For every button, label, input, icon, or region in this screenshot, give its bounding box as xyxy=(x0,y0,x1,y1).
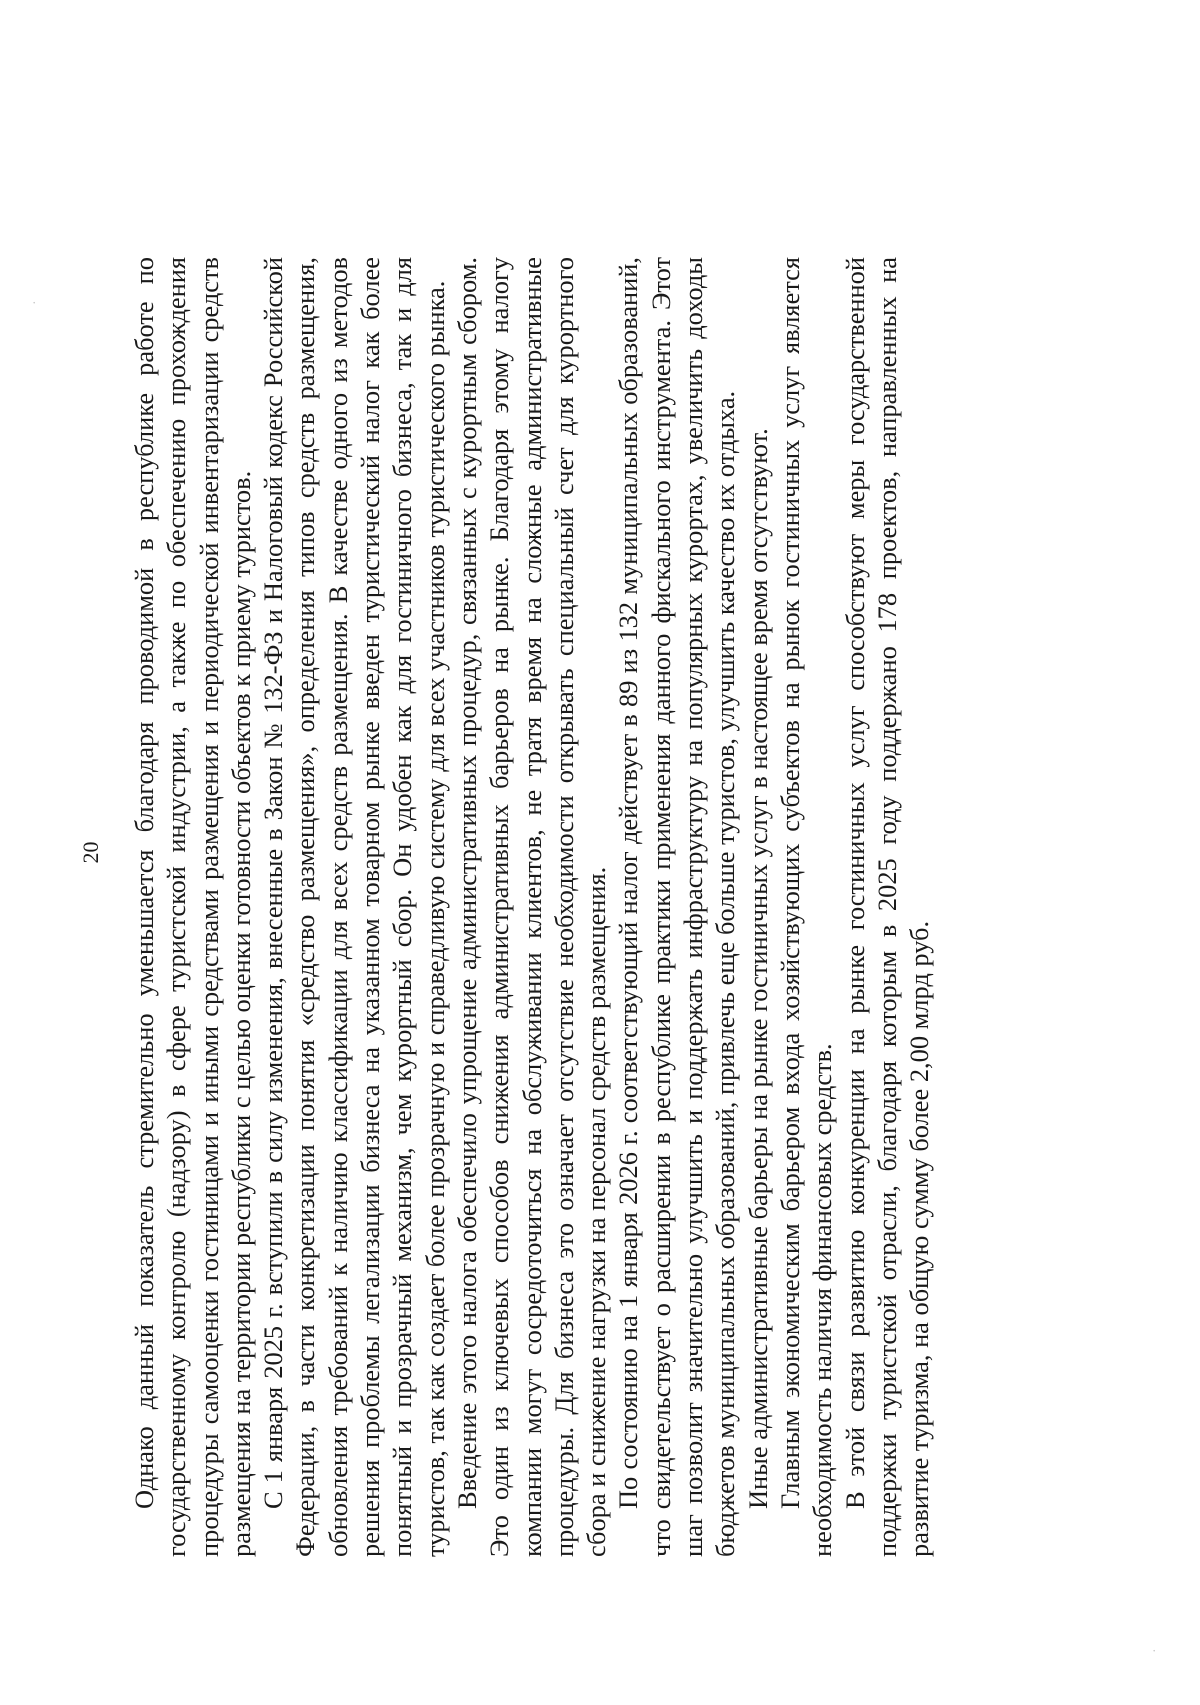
scan-speck: · xyxy=(1148,1648,1163,1653)
paragraph: В этой связи развитию конкуренции на рынке гостиничных услуг способствуют меры государственной поддержки туристской отрасли, благодаря которым в 2025 году поддержано 178 проектов, направленных на развитие туризма, на общую сумму более 2,00 млрд руб. xyxy=(839,257,935,1557)
paragraph: Введение этого налога обеспечило упрощение административных процедур, связанных с курортным сбором. Это один из ключевых способов снижения административных барьеров на рынке. Благодаря этому налогу компании могут сосредоточиться на обслуживании клиентов, не тратя время на сложные административные процедуры. Для бизнеса это означает отсутствие необходимости открывать специальный счет для курортного сбора и снижение нагрузки на персонал средств размещения. xyxy=(451,257,612,1557)
page-number: 20 xyxy=(78,841,103,864)
scan-speck: · xyxy=(28,300,43,305)
paragraph: По состоянию на 1 января 2026 г. соответствующий налог действует в 89 из 132 муниципальных образований, что свидетельствует о расширении в республике практики применения данного фискального инструмента. Этот шаг позволит значительно улучшить и поддержать инфраструктуру на популярных курортах, увеличить доходы бюджетов муниципальных образований, привлечь еще больше туристов, улучшить качество их отдыха. xyxy=(613,257,741,1557)
paragraph: Иные административные барьеры на рынке гостиничных услуг в настоящее время отсутствуют. xyxy=(742,428,773,1509)
page-body xyxy=(128,257,935,1557)
paragraph: Однако данный показатель стремительно уменьшается благодаря проводимой в республике работе по государственному контролю (надзору) в сфере туристской индустрии, а также по обеспечению прохождения процедуры самооценки гостиницами и иными средствами размещения и периодической инвентаризации средств размещения на территории республики с целью оценки готовности объектов к приему туристов. xyxy=(129,257,256,1557)
paragraph: С 1 января 2025 г. вступили в силу изменения, внесенные в Закон № 132-ФЗ и Налоговый кодекс Российской Федерации, в части конкретизации понятия «средство размещения», определения типов средств размещения, обновления требований к наличию классификации для всех средств размещения. В качестве одного из методов решения проблемы легализации бизнеса на указанном товарном рынке введен туристический налог как более понятный и прозрачный механизм, чем курортный сбор. Он удобен как для гостиничного бизнеса, так и для туристов, так как создает более прозрачную и справедливую систему для всех участников туристического рынка. xyxy=(258,257,450,1557)
paragraph: Главным экономическим барьером входа хозяйствующих субъектов на рынок гостиничных услуг является необходимость наличия финансовых средств. xyxy=(774,257,838,1557)
